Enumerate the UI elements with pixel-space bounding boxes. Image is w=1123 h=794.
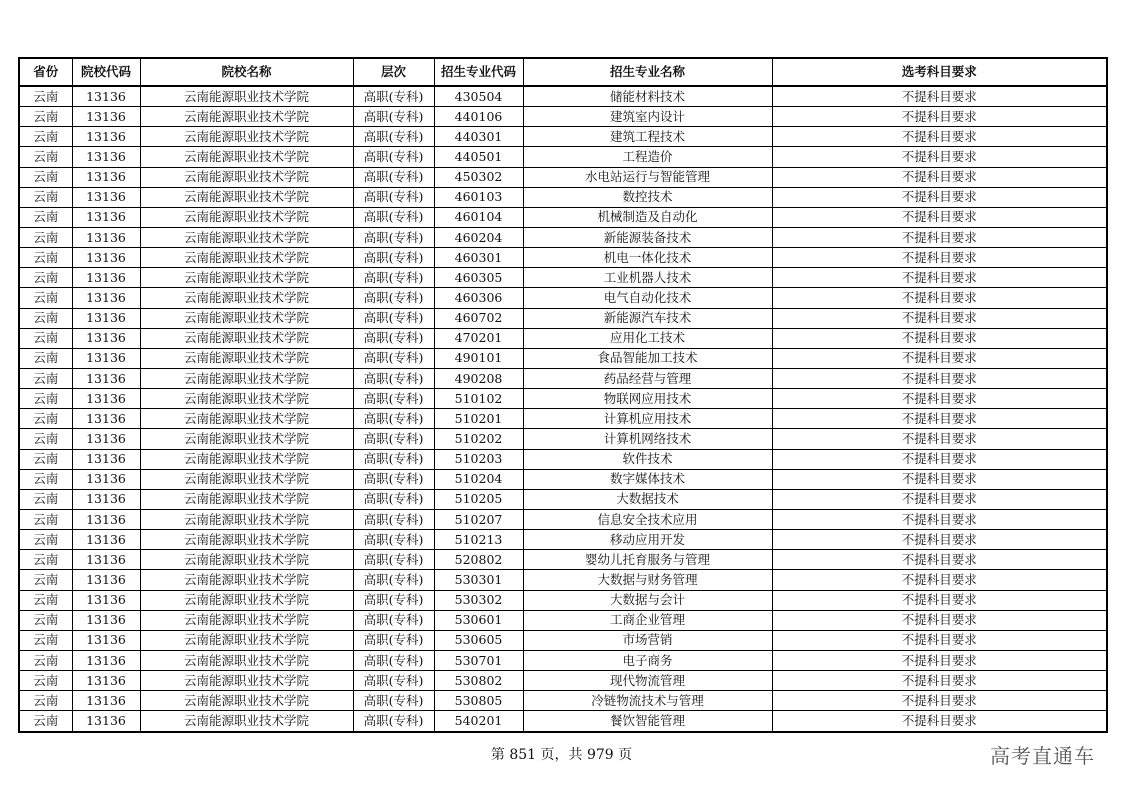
cell-major-name: 电气自动化技术 (523, 288, 772, 308)
cell-level: 高职(专科) (353, 127, 434, 147)
table-row (19, 550, 1107, 570)
cell-major-code: 460103 (434, 187, 523, 207)
cell-major-code: 510201 (434, 409, 523, 429)
table-row (19, 268, 1107, 288)
cell-major-name: 数控技术 (523, 187, 772, 207)
cell-major-name: 移动应用开发 (523, 530, 772, 550)
cell-major-name: 新能源装备技术 (523, 227, 772, 247)
cell-province: 云南 (19, 328, 72, 348)
cell-school-code: 13136 (72, 691, 140, 711)
cell-subject-requirement: 不提科目要求 (772, 630, 1107, 650)
cell-school-name: 云南能源职业技术学院 (140, 187, 353, 207)
cell-subject-requirement: 不提科目要求 (772, 429, 1107, 449)
cell-level: 高职(专科) (353, 348, 434, 368)
cell-major-name: 市场营销 (523, 630, 772, 650)
cell-school-code: 13136 (72, 550, 140, 570)
cell-level: 高职(专科) (353, 328, 434, 348)
cell-subject-requirement: 不提科目要求 (772, 650, 1107, 670)
table-row (19, 127, 1107, 147)
cell-province: 云南 (19, 127, 72, 147)
table-row (19, 449, 1107, 469)
cell-level: 高职(专科) (353, 469, 434, 489)
cell-province: 云南 (19, 489, 72, 509)
cell-level: 高职(专科) (353, 489, 434, 509)
cell-level: 高职(专科) (353, 288, 434, 308)
cell-level: 高职(专科) (353, 711, 434, 732)
cell-major-name: 软件技术 (523, 449, 772, 469)
cell-school-name: 云南能源职业技术学院 (140, 348, 353, 368)
cell-major-code: 510213 (434, 530, 523, 550)
cell-level: 高职(专科) (353, 147, 434, 167)
cell-province: 云南 (19, 570, 72, 590)
cell-province: 云南 (19, 187, 72, 207)
cell-school-name: 云南能源职业技术学院 (140, 429, 353, 449)
cell-level: 高职(专科) (353, 610, 434, 630)
cell-subject-requirement: 不提科目要求 (772, 368, 1107, 388)
cell-school-code: 13136 (72, 409, 140, 429)
cell-major-code: 530301 (434, 570, 523, 590)
cell-subject-requirement: 不提科目要求 (772, 207, 1107, 227)
cell-subject-requirement: 不提科目要求 (772, 167, 1107, 187)
cell-school-name: 云南能源职业技术学院 (140, 550, 353, 570)
cell-school-name: 云南能源职业技术学院 (140, 288, 353, 308)
cell-school-code: 13136 (72, 630, 140, 650)
cell-province: 云南 (19, 550, 72, 570)
table-row (19, 227, 1107, 247)
cell-school-name: 云南能源职业技术学院 (140, 711, 353, 732)
cell-school-code: 13136 (72, 308, 140, 328)
cell-subject-requirement: 不提科目要求 (772, 389, 1107, 409)
table-row (19, 509, 1107, 529)
cell-school-code: 13136 (72, 368, 140, 388)
cell-school-code: 13136 (72, 268, 140, 288)
cell-school-code: 13136 (72, 530, 140, 550)
cell-major-code: 530302 (434, 590, 523, 610)
cell-level: 高职(专科) (353, 107, 434, 127)
cell-subject-requirement: 不提科目要求 (772, 570, 1107, 590)
header-level: 层次 (353, 58, 434, 86)
cell-major-code: 450302 (434, 167, 523, 187)
cell-province: 云南 (19, 449, 72, 469)
cell-level: 高职(专科) (353, 187, 434, 207)
cell-level: 高职(专科) (353, 449, 434, 469)
cell-school-name: 云南能源职业技术学院 (140, 308, 353, 328)
cell-province: 云南 (19, 107, 72, 127)
cell-school-code: 13136 (72, 590, 140, 610)
cell-major-name: 工程造价 (523, 147, 772, 167)
cell-subject-requirement: 不提科目要求 (772, 590, 1107, 610)
cell-major-code: 460306 (434, 288, 523, 308)
cell-major-code: 530802 (434, 671, 523, 691)
cell-school-code: 13136 (72, 288, 140, 308)
cell-province: 云南 (19, 268, 72, 288)
cell-subject-requirement: 不提科目要求 (772, 711, 1107, 732)
cell-school-name: 云南能源职业技术学院 (140, 530, 353, 550)
cell-major-code: 490101 (434, 348, 523, 368)
cell-school-code: 13136 (72, 147, 140, 167)
cell-school-code: 13136 (72, 671, 140, 691)
admissions-table (18, 57, 1108, 733)
cell-major-name: 现代物流管理 (523, 671, 772, 691)
cell-province: 云南 (19, 227, 72, 247)
cell-level: 高职(专科) (353, 630, 434, 650)
cell-school-name: 云南能源职业技术学院 (140, 691, 353, 711)
cell-major-code: 530601 (434, 610, 523, 630)
cell-major-code: 510207 (434, 509, 523, 529)
header-province: 省份 (19, 58, 72, 86)
cell-major-name: 餐饮智能管理 (523, 711, 772, 732)
cell-level: 高职(专科) (353, 590, 434, 610)
table-row (19, 147, 1107, 167)
cell-major-code: 440301 (434, 127, 523, 147)
cell-major-code: 540201 (434, 711, 523, 732)
cell-school-name: 云南能源职业技术学院 (140, 409, 353, 429)
cell-subject-requirement: 不提科目要求 (772, 348, 1107, 368)
cell-province: 云南 (19, 167, 72, 187)
cell-province: 云南 (19, 630, 72, 650)
cell-school-name: 云南能源职业技术学院 (140, 469, 353, 489)
header-school-name: 院校名称 (140, 58, 353, 86)
cell-subject-requirement: 不提科目要求 (772, 248, 1107, 268)
cell-province: 云南 (19, 429, 72, 449)
cell-major-name: 物联网应用技术 (523, 389, 772, 409)
cell-school-code: 13136 (72, 167, 140, 187)
cell-major-name: 电子商务 (523, 650, 772, 670)
table-row (19, 570, 1107, 590)
table-row (19, 590, 1107, 610)
table-row (19, 86, 1107, 107)
cell-school-name: 云南能源职业技术学院 (140, 650, 353, 670)
table-row (19, 469, 1107, 489)
cell-major-code: 460301 (434, 248, 523, 268)
cell-province: 云南 (19, 308, 72, 328)
cell-subject-requirement: 不提科目要求 (772, 227, 1107, 247)
cell-province: 云南 (19, 469, 72, 489)
cell-school-code: 13136 (72, 107, 140, 127)
table-row (19, 489, 1107, 509)
cell-major-name: 水电站运行与智能管理 (523, 167, 772, 187)
cell-school-name: 云南能源职业技术学院 (140, 509, 353, 529)
cell-province: 云南 (19, 288, 72, 308)
cell-major-code: 460204 (434, 227, 523, 247)
cell-school-name: 云南能源职业技术学院 (140, 167, 353, 187)
cell-major-name: 计算机网络技术 (523, 429, 772, 449)
cell-major-name: 机械制造及自动化 (523, 207, 772, 227)
cell-level: 高职(专科) (353, 650, 434, 670)
cell-major-code: 460702 (434, 308, 523, 328)
cell-school-name: 云南能源职业技术学院 (140, 248, 353, 268)
cell-subject-requirement: 不提科目要求 (772, 127, 1107, 147)
cell-school-code: 13136 (72, 610, 140, 630)
cell-subject-requirement: 不提科目要求 (772, 86, 1107, 107)
cell-school-name: 云南能源职业技术学院 (140, 489, 353, 509)
table-row (19, 671, 1107, 691)
cell-level: 高职(专科) (353, 691, 434, 711)
table-row (19, 389, 1107, 409)
cell-major-code: 530701 (434, 650, 523, 670)
cell-school-name: 云南能源职业技术学院 (140, 610, 353, 630)
cell-major-name: 大数据技术 (523, 489, 772, 509)
table-header-row (19, 58, 1107, 86)
cell-major-name: 药品经营与管理 (523, 368, 772, 388)
cell-major-name: 机电一体化技术 (523, 248, 772, 268)
cell-school-name: 云南能源职业技术学院 (140, 147, 353, 167)
cell-school-name: 云南能源职业技术学院 (140, 127, 353, 147)
cell-school-name: 云南能源职业技术学院 (140, 630, 353, 650)
cell-major-name: 应用化工技术 (523, 328, 772, 348)
cell-school-name: 云南能源职业技术学院 (140, 671, 353, 691)
cell-subject-requirement: 不提科目要求 (772, 308, 1107, 328)
cell-major-code: 490208 (434, 368, 523, 388)
cell-subject-requirement: 不提科目要求 (772, 187, 1107, 207)
cell-province: 云南 (19, 348, 72, 368)
cell-major-code: 520802 (434, 550, 523, 570)
cell-subject-requirement: 不提科目要求 (772, 409, 1107, 429)
table-row (19, 187, 1107, 207)
cell-major-name: 工商企业管理 (523, 610, 772, 630)
cell-major-name: 冷链物流技术与管理 (523, 691, 772, 711)
cell-major-code: 510205 (434, 489, 523, 509)
cell-province: 云南 (19, 207, 72, 227)
cell-school-code: 13136 (72, 711, 140, 732)
header-school-code: 院校代码 (72, 58, 140, 86)
cell-school-code: 13136 (72, 86, 140, 107)
cell-school-code: 13136 (72, 469, 140, 489)
cell-major-code: 430504 (434, 86, 523, 107)
cell-level: 高职(专科) (353, 671, 434, 691)
cell-level: 高职(专科) (353, 570, 434, 590)
cell-major-name: 大数据与财务管理 (523, 570, 772, 590)
cell-level: 高职(专科) (353, 248, 434, 268)
cell-school-name: 云南能源职业技术学院 (140, 328, 353, 348)
table-row (19, 167, 1107, 187)
header-subject-requirement: 选考科目要求 (772, 58, 1107, 86)
table-row (19, 650, 1107, 670)
cell-major-code: 460305 (434, 268, 523, 288)
cell-level: 高职(专科) (353, 86, 434, 107)
header-major-code: 招生专业代码 (434, 58, 523, 86)
watermark-logo: 高考直通车 (990, 744, 1095, 768)
cell-subject-requirement: 不提科目要求 (772, 469, 1107, 489)
cell-major-code: 440106 (434, 107, 523, 127)
cell-school-code: 13136 (72, 248, 140, 268)
cell-major-name: 建筑室内设计 (523, 107, 772, 127)
cell-school-name: 云南能源职业技术学院 (140, 227, 353, 247)
cell-major-code: 470201 (434, 328, 523, 348)
cell-school-name: 云南能源职业技术学院 (140, 389, 353, 409)
cell-school-name: 云南能源职业技术学院 (140, 368, 353, 388)
cell-subject-requirement: 不提科目要求 (772, 288, 1107, 308)
cell-level: 高职(专科) (353, 389, 434, 409)
cell-major-code: 530805 (434, 691, 523, 711)
cell-subject-requirement: 不提科目要求 (772, 550, 1107, 570)
table-row (19, 530, 1107, 550)
cell-province: 云南 (19, 248, 72, 268)
cell-level: 高职(专科) (353, 227, 434, 247)
cell-major-name: 大数据与会计 (523, 590, 772, 610)
table-row (19, 368, 1107, 388)
cell-school-code: 13136 (72, 489, 140, 509)
cell-province: 云南 (19, 86, 72, 107)
table-row (19, 288, 1107, 308)
cell-level: 高职(专科) (353, 429, 434, 449)
cell-major-name: 工业机器人技术 (523, 268, 772, 288)
cell-school-code: 13136 (72, 207, 140, 227)
table-row (19, 248, 1107, 268)
page-number: 第 851 页，共 979 页 (490, 747, 633, 763)
cell-province: 云南 (19, 610, 72, 630)
cell-major-name: 建筑工程技术 (523, 127, 772, 147)
cell-province: 云南 (19, 711, 72, 732)
cell-province: 云南 (19, 509, 72, 529)
cell-level: 高职(专科) (353, 368, 434, 388)
cell-level: 高职(专科) (353, 268, 434, 288)
cell-school-code: 13136 (72, 127, 140, 147)
cell-province: 云南 (19, 590, 72, 610)
cell-subject-requirement: 不提科目要求 (772, 610, 1107, 630)
cell-school-name: 云南能源职业技术学院 (140, 86, 353, 107)
cell-subject-requirement: 不提科目要求 (772, 328, 1107, 348)
cell-province: 云南 (19, 147, 72, 167)
table-row (19, 429, 1107, 449)
cell-level: 高职(专科) (353, 308, 434, 328)
cell-subject-requirement: 不提科目要求 (772, 107, 1107, 127)
cell-subject-requirement: 不提科目要求 (772, 509, 1107, 529)
cell-major-code: 440501 (434, 147, 523, 167)
table-row (19, 308, 1107, 328)
cell-level: 高职(专科) (353, 550, 434, 570)
cell-school-name: 云南能源职业技术学院 (140, 268, 353, 288)
table-row (19, 409, 1107, 429)
cell-major-name: 计算机应用技术 (523, 409, 772, 429)
cell-school-code: 13136 (72, 509, 140, 529)
cell-level: 高职(专科) (353, 167, 434, 187)
cell-province: 云南 (19, 530, 72, 550)
cell-school-name: 云南能源职业技术学院 (140, 449, 353, 469)
cell-province: 云南 (19, 691, 72, 711)
cell-major-name: 婴幼儿托育服务与管理 (523, 550, 772, 570)
cell-province: 云南 (19, 671, 72, 691)
cell-major-code: 460104 (434, 207, 523, 227)
cell-province: 云南 (19, 389, 72, 409)
cell-subject-requirement: 不提科目要求 (772, 449, 1107, 469)
cell-major-code: 510203 (434, 449, 523, 469)
cell-school-code: 13136 (72, 570, 140, 590)
table-row (19, 711, 1107, 732)
cell-province: 云南 (19, 409, 72, 429)
cell-school-code: 13136 (72, 389, 140, 409)
cell-province: 云南 (19, 368, 72, 388)
table-row (19, 207, 1107, 227)
cell-school-code: 13136 (72, 429, 140, 449)
cell-school-code: 13136 (72, 650, 140, 670)
cell-subject-requirement: 不提科目要求 (772, 691, 1107, 711)
table-row (19, 630, 1107, 650)
cell-major-name: 储能材料技术 (523, 86, 772, 107)
table-row (19, 328, 1107, 348)
cell-major-code: 510202 (434, 429, 523, 449)
cell-province: 云南 (19, 650, 72, 670)
cell-major-name: 信息安全技术应用 (523, 509, 772, 529)
cell-school-name: 云南能源职业技术学院 (140, 207, 353, 227)
cell-school-name: 云南能源职业技术学院 (140, 107, 353, 127)
cell-subject-requirement: 不提科目要求 (772, 530, 1107, 550)
table-row (19, 691, 1107, 711)
cell-level: 高职(专科) (353, 409, 434, 429)
cell-school-name: 云南能源职业技术学院 (140, 590, 353, 610)
cell-major-name: 食品智能加工技术 (523, 348, 772, 368)
cell-subject-requirement: 不提科目要求 (772, 268, 1107, 288)
cell-major-code: 510204 (434, 469, 523, 489)
header-major-name: 招生专业名称 (523, 58, 772, 86)
cell-school-code: 13136 (72, 328, 140, 348)
cell-school-name: 云南能源职业技术学院 (140, 570, 353, 590)
cell-level: 高职(专科) (353, 509, 434, 529)
table-body (19, 86, 1107, 732)
cell-subject-requirement: 不提科目要求 (772, 671, 1107, 691)
cell-level: 高职(专科) (353, 530, 434, 550)
cell-major-name: 数字媒体技术 (523, 469, 772, 489)
table-row (19, 610, 1107, 630)
cell-major-code: 510102 (434, 389, 523, 409)
cell-level: 高职(专科) (353, 207, 434, 227)
cell-school-code: 13136 (72, 348, 140, 368)
cell-major-name: 新能源汽车技术 (523, 308, 772, 328)
cell-major-code: 530605 (434, 630, 523, 650)
cell-school-code: 13136 (72, 227, 140, 247)
cell-subject-requirement: 不提科目要求 (772, 147, 1107, 167)
cell-school-code: 13136 (72, 187, 140, 207)
cell-school-code: 13136 (72, 449, 140, 469)
table-row (19, 348, 1107, 368)
cell-subject-requirement: 不提科目要求 (772, 489, 1107, 509)
table-row (19, 107, 1107, 127)
